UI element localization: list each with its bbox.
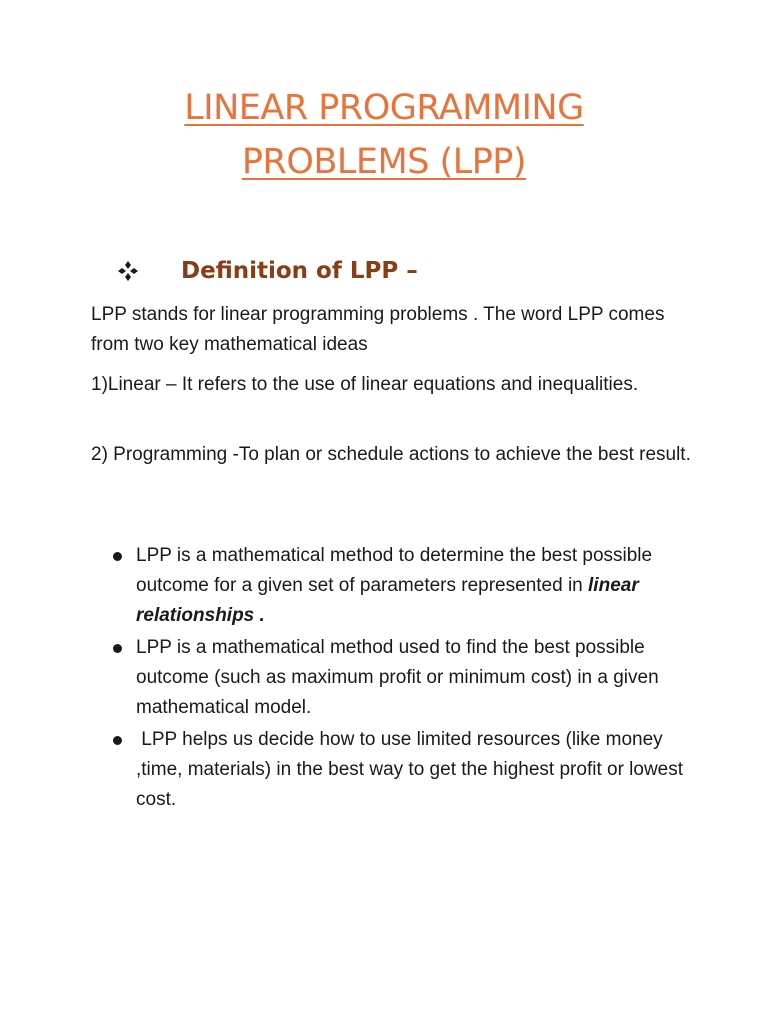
list-item	[91, 725, 691, 815]
bullet-emphasis: linear relationships	[136, 575, 639, 626]
bullet-dot-icon	[113, 644, 122, 653]
paragraph-lpp-intro: LPP stands for linear programming problems . The word LPP comes from two key mathematical ideas	[91, 304, 665, 355]
section-heading: Definition of LPP –	[181, 258, 418, 284]
list-item	[91, 541, 691, 631]
bullet-list	[91, 541, 691, 817]
bullet-dot-icon	[113, 552, 122, 561]
bullet-text-start: LPP is a mathematical method to determine the best possible outcome for a given set of parameters represented in	[136, 545, 653, 596]
section-heading-row	[116, 253, 418, 289]
paragraph-programming-definition: 2) Programming -To plan or schedule actions to achieve the best result.	[91, 444, 691, 465]
bullet-text: LPP helps us decide how to use limited resources (like money ,time, materials) in the best way to get the highest profit or lowest cost.	[136, 729, 689, 810]
document-title-line-1: LINEAR PROGRAMMING	[184, 88, 584, 128]
paragraph-linear-definition: 1)Linear – It refers to the use of linear equations and inequalities.	[91, 374, 639, 395]
bullet-text: LPP is a mathematical method used to find the best possible outcome (such as maximum profit or minimum cost) in a given mathematical model.	[136, 637, 659, 718]
bullet-dot-icon	[113, 736, 122, 745]
diamond-bullet-icon	[116, 259, 140, 283]
document-title-line-2: PROBLEMS (LPP)	[241, 142, 527, 182]
list-item	[91, 633, 691, 723]
bullet-text-end: .	[254, 605, 265, 626]
